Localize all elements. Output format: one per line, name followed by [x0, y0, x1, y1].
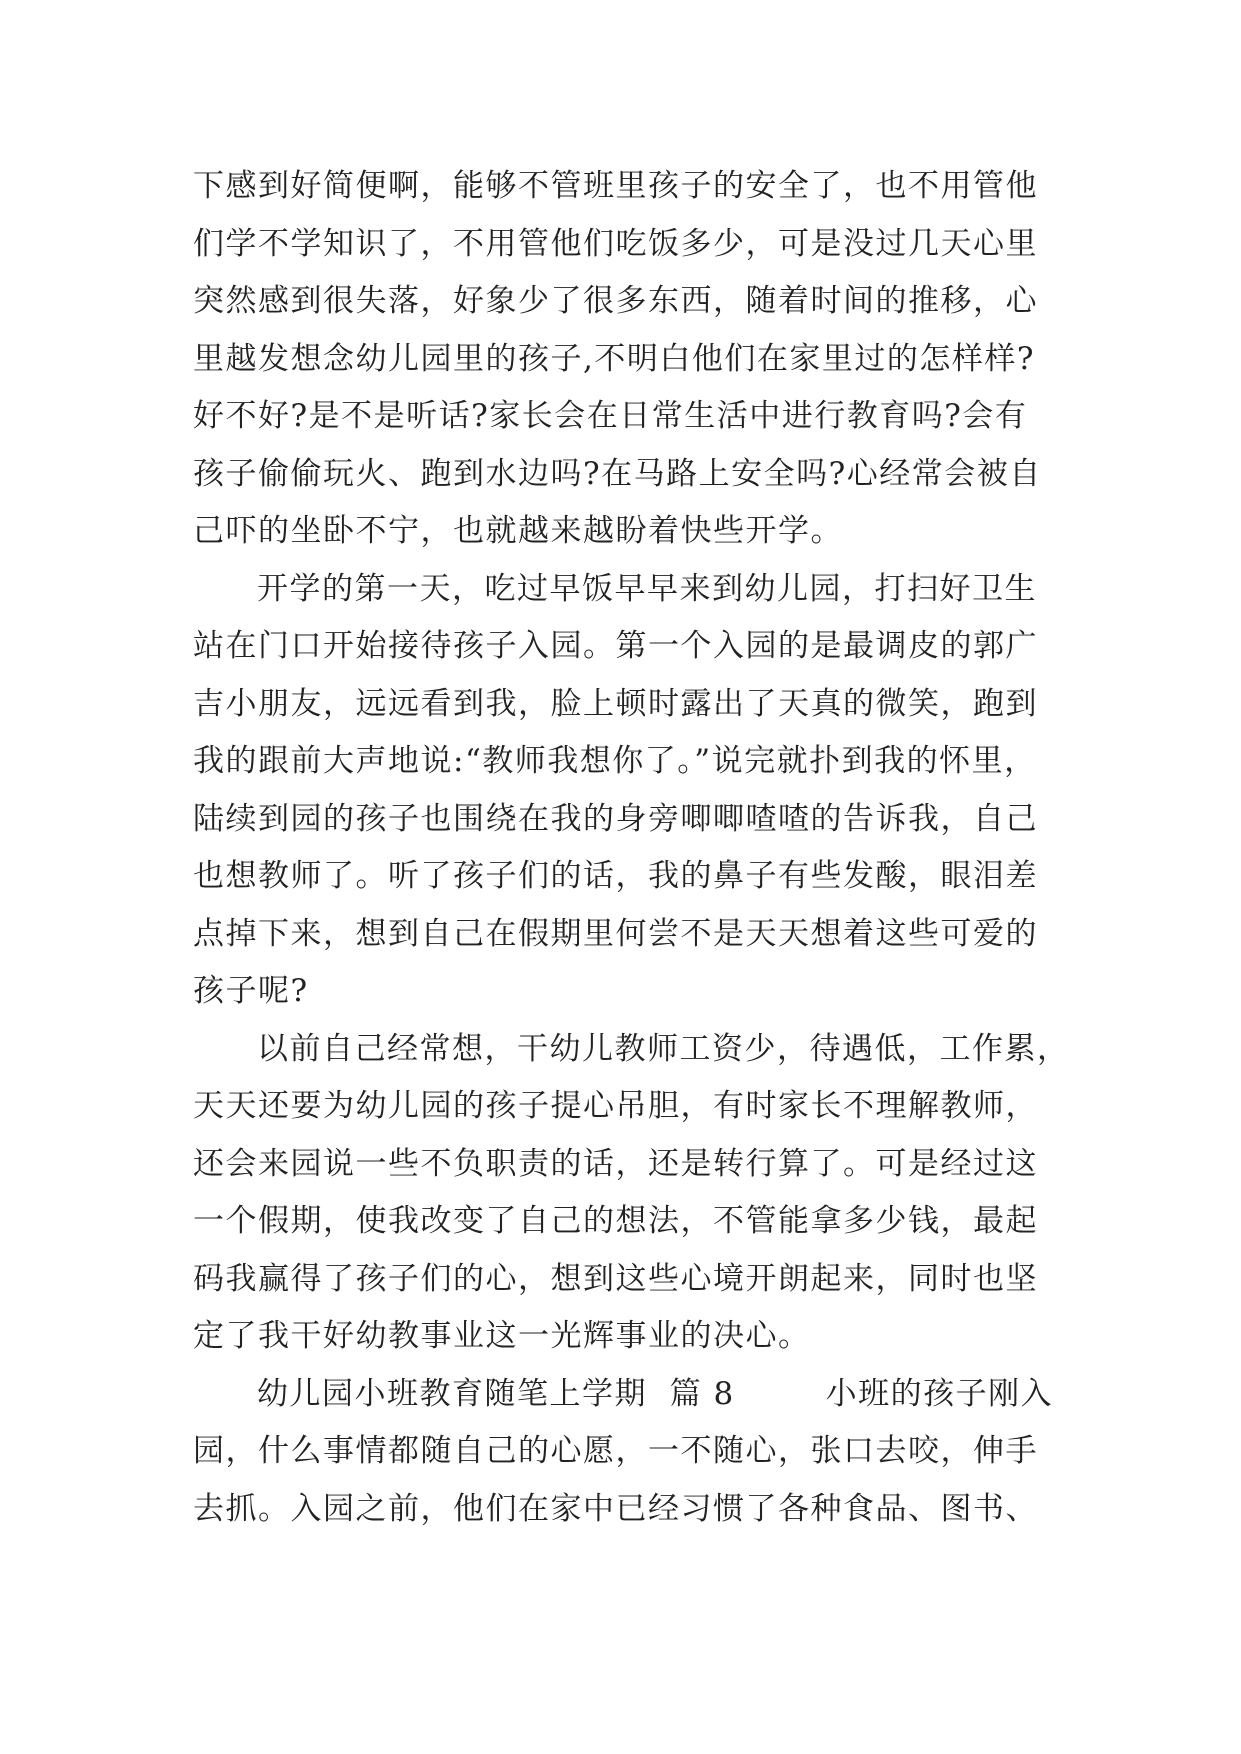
- text-line: 好不好?是不是听话?家长会在日常生活中进行教育吗?会有: [193, 398, 1028, 434]
- text-line: 们学不学知识了，不用管他们吃饭多少，可是没过几天心里: [193, 225, 1038, 262]
- paragraph-1: [193, 158, 1073, 561]
- text-line: 天天还要为幼儿园的孩子提心吊胆，有时家长不理解教师，: [193, 1088, 1038, 1124]
- paragraph-4: [193, 1366, 1073, 1539]
- text-line: 去抓。入园之前，他们在家中已经习惯了各种食品、图书、: [193, 1490, 1038, 1527]
- text-line: 我的跟前大声地说:“教师我想你了。”说完就扑到我的怀里，: [193, 743, 1037, 779]
- text-line: 己吓的坐卧不宁，也就越来越盼着快些开学。: [193, 513, 843, 549]
- text-line: 吉小朋友，远远看到我，脸上顿时露出了天真的微笑，跑到: [193, 685, 1038, 722]
- text-line: 下感到好简便啊，能够不管班里孩子的安全了，也不用管他: [193, 168, 1038, 204]
- text-line: 里越发想念幼儿园里的孩子,不明白他们在家里过的怎样样?: [193, 340, 1035, 377]
- text-line: 突然感到很失落，好象少了很多东西，随着时间的推移，心: [193, 283, 1038, 319]
- text-line: 码我赢得了孩子们的心，想到这些心境开朗起来，同时也坚: [193, 1260, 1038, 1297]
- document-body: [193, 158, 1073, 1538]
- text-line: 还会来园说一些不负职责的话，还是转行算了。可是经过这: [193, 1145, 1038, 1182]
- text-line: 以前自己经常想，干幼儿教师工资少，待遇低，工作累，: [257, 1030, 1070, 1067]
- paragraph-3: [193, 1021, 1073, 1366]
- text-line: 开学的第一天，吃过早饭早早来到幼儿园，打扫好卫生: [257, 570, 1037, 607]
- text-line: 也想教师了。听了孩子们的话，我的鼻子有些发酸，眼泪差: [193, 858, 1038, 894]
- text-line: 站在门口开始接待孩子入园。第一个入园的是最调皮的郭广: [193, 628, 1038, 664]
- text-line: 园，什么事情都随自己的心愿，一不随心，张口去咬，伸手: [193, 1433, 1038, 1469]
- text-line: 陆续到园的孩子也围绕在我的身旁唧唧喳喳的告诉我，自己: [193, 800, 1038, 837]
- text-line: 幼儿园小班教育随笔上学期 篇 8 小班的孩子刚入: [257, 1375, 1054, 1412]
- text-line: 定了我干好幼教事业这一光辉事业的决心。: [193, 1318, 811, 1354]
- text-line: 点掉下来，想到自己在假期里何尝不是天天想着这些可爱的: [193, 915, 1038, 952]
- text-line: 孩子呢?: [193, 973, 309, 1009]
- text-line: 孩子偷偷玩火、跑到水边吗?在马路上安全吗?心经常会被自: [193, 455, 1042, 492]
- text-line: 一个假期，使我改变了自己的想法，不管能拿多少钱，最起: [193, 1203, 1038, 1239]
- paragraph-2: [193, 561, 1073, 1021]
